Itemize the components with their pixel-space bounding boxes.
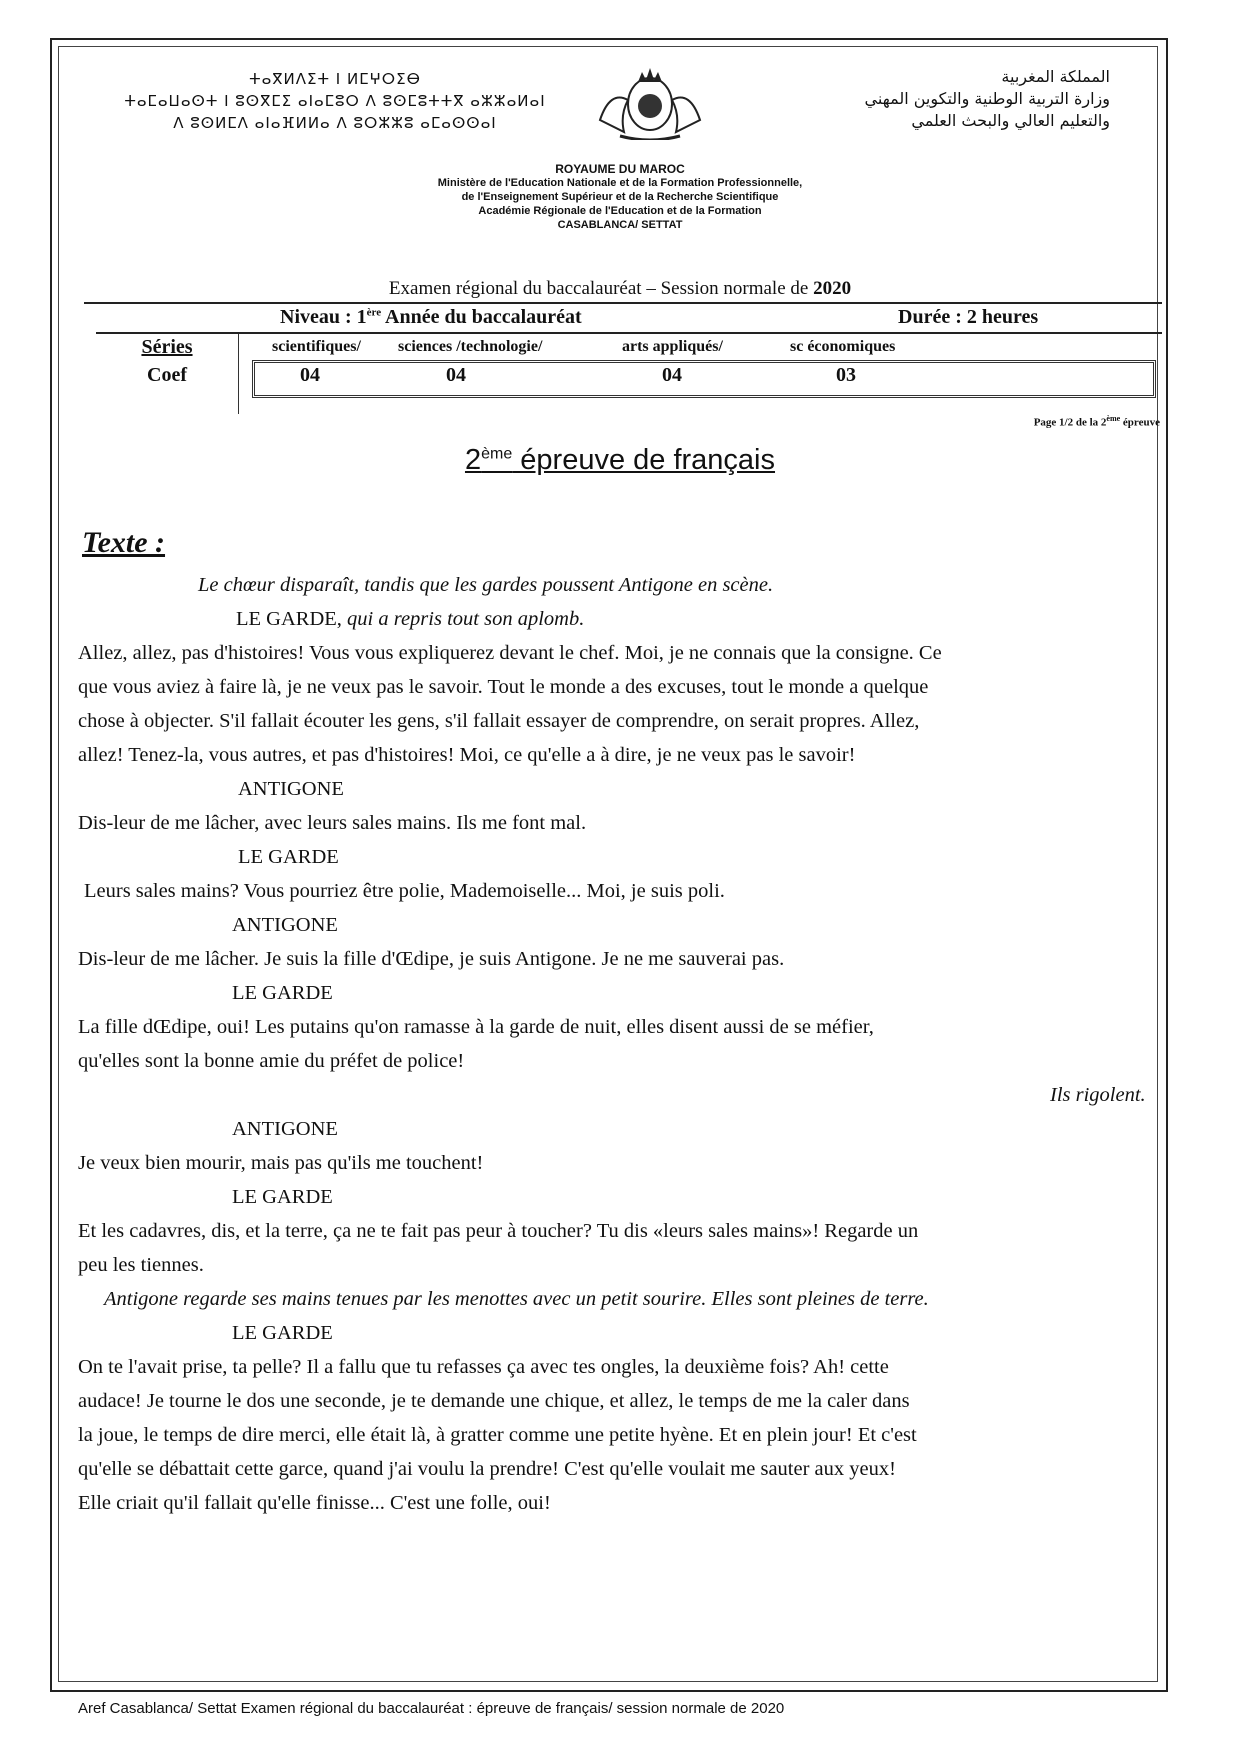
- niveau-label: [280, 306, 582, 329]
- speaker-name: LE GARDE: [232, 1186, 333, 1208]
- stage-direction: qui a repris tout son aplomb.: [347, 608, 585, 630]
- niveau-suffix: Année du baccalauréat: [381, 306, 582, 328]
- tifinagh-line: ⵜⴰⴳⵍⴷⵉⵜ ⵏ ⵍⵎⵖⵔⵉⴱ: [249, 70, 421, 88]
- title-rest: épreuve de français: [512, 444, 776, 476]
- texte-heading: Texte :: [82, 526, 166, 559]
- dialogue-line: audace! Je tourne le dos une seconde, je te demande une chique, et allez, le temps de me la caler dans: [78, 1390, 910, 1412]
- speaker-name: ANTIGONE: [232, 914, 338, 936]
- dialogue-line: qu'elle se débattait cette garce, quand j'ai voulu la prendre! C'est qu'elle voulait me sauter aux yeux!: [78, 1458, 896, 1480]
- ministry-header: [360, 162, 880, 232]
- speaker-name: LE GARDE: [238, 846, 339, 868]
- speaker-name: LE GARDE: [232, 1322, 333, 1344]
- tifinagh-line: ⴷ ⵓⵙⵍⵎⴷ ⴰⵏⴰⴼⵍⵍⴰ ⴷ ⵓⵔⵣⵣⵓ ⴰⵎⴰⵙⵙⴰⵏ: [173, 114, 497, 132]
- coef-value: 04: [662, 364, 682, 386]
- dialogue-line: Dis-leur de me lâcher. Je suis la fille d'Œdipe, je suis Antigone. Je ne me sauverai pas.: [78, 948, 785, 970]
- dialogue-line: allez! Tenez-la, vous autres, et pas d'histoires! Moi, ce qu'elle a à dire, je ne veux pas le savoir!: [78, 744, 856, 766]
- series-item: sc économiques: [790, 338, 896, 355]
- dialogue-line: chose à objecter. S'il fallait écouter les gens, s'il fallait essayer de comprendre, on serait propres. Allez,: [78, 710, 920, 732]
- arabic-line: والتعليم العالي والبحث العلمي: [911, 111, 1110, 130]
- series-item: scientifiques/: [272, 338, 361, 355]
- stage-direction: Le chœur disparaît, tandis que les gardes poussent Antigone en scène.: [198, 574, 774, 596]
- exam-year: 2020: [813, 278, 852, 299]
- exam-title-text: Examen régional du baccalauréat – Session normale de: [388, 278, 814, 299]
- coef-value: 04: [446, 364, 466, 386]
- coef-values-box: [252, 360, 1156, 398]
- ministry-line: Académie Régionale de l'Education et de la Formation: [478, 205, 762, 217]
- royaume-title: ROYAUME DU MAROC: [555, 162, 685, 176]
- page-note-suffix: épreuve: [1120, 416, 1160, 429]
- dialogue-line: la joue, le temps de dire merci, elle était là, à gratter comme une petite hyène. Et en plein jour! Et c'est: [78, 1424, 917, 1446]
- stage-direction: Ils rigolent.: [1050, 1084, 1146, 1106]
- title-sup: ème: [481, 445, 513, 463]
- page-note-sup: ème: [1106, 414, 1121, 423]
- dialogue-line: qu'elles sont la bonne amie du préfet de police!: [78, 1050, 465, 1072]
- dialogue-line: Leurs sales mains? Vous pourriez être polie, Mademoiselle... Moi, je suis poli.: [84, 880, 725, 902]
- title-number: 2: [464, 444, 482, 476]
- series-item: sciences /technologie/: [398, 338, 543, 355]
- speaker-line: [236, 602, 1242, 636]
- dialogue-line: Dis-leur de me lâcher, avec leurs sales mains. Ils me font mal.: [78, 812, 587, 834]
- ministry-line: CASABLANCA/ SETTAT: [557, 219, 683, 231]
- speaker-name: LE GARDE,: [236, 608, 348, 630]
- ministry-line: de l'Enseignement Supérieur et de la Recherche Scientifique: [461, 191, 779, 203]
- speaker-name: ANTIGONE: [238, 778, 344, 800]
- dialogue-line: La fille dŒdipe, oui! Les putains qu'on ramasse à la garde de nuit, elles disent aussi de se méfier,: [78, 1016, 874, 1038]
- niveau-prefix: Niveau : 1: [280, 306, 367, 328]
- duree-label: Durée : 2 heures: [898, 306, 1039, 328]
- page-footer: Aref Casablanca/ Settat Examen régional du baccalauréat : épreuve de français/ session normale de 2020: [78, 1700, 785, 1717]
- dialogue-line: Allez, allez, pas d'histoires! Vous vous expliquerez devant le chef. Moi, je ne connais que la consigne. Ce: [78, 642, 942, 664]
- arabic-header: [790, 66, 1110, 132]
- speaker-name: LE GARDE: [232, 982, 333, 1004]
- royal-emblem-icon: [590, 60, 710, 140]
- dialogue-line: Je veux bien mourir, mais pas qu'ils me touchent!: [78, 1152, 484, 1174]
- series-label: Séries: [141, 336, 193, 358]
- page-note-prefix: Page 1/2 de la 2: [1033, 416, 1107, 429]
- coef-label: Coef: [147, 364, 187, 386]
- dialogue-line: que vous aviez à faire là, je ne veux pas le savoir. Tout le monde a des excuses, tout le monde a quelque: [78, 676, 929, 698]
- page-indicator: [960, 414, 1160, 429]
- document-title: [380, 444, 860, 477]
- series-item: arts appliqués/: [622, 338, 723, 355]
- speaker-name: ANTIGONE: [232, 1118, 338, 1140]
- arabic-line: وزارة التربية الوطنية والتكوين المهني: [864, 89, 1110, 108]
- stage-direction: Antigone regarde ses mains tenues par les menottes avec un petit sourire. Elles sont pleines de terre.: [104, 1288, 929, 1310]
- niveau-sup: ère: [366, 306, 382, 319]
- dialogue-line: On te l'avait prise, ta pelle? Il a fallu que tu refasses ça avec tes ongles, la deuxième fois? Ah! cette: [78, 1356, 889, 1378]
- ministry-line: Ministère de l'Education Nationale et de la Formation Professionnelle,: [437, 177, 803, 189]
- dialogue-line: Elle criait qu'il fallait qu'elle finisse... C'est une folle, oui!: [78, 1492, 551, 1514]
- dialogue-line: Et les cadavres, dis, et la terre, ça ne te fait pas peur à toucher? Tu dis «leurs sales mains»! Regarde un: [78, 1220, 919, 1242]
- arabic-line: المملكة المغربية: [1001, 67, 1110, 86]
- coef-value: 03: [836, 364, 856, 386]
- coef-value: 04: [300, 364, 320, 386]
- tifinagh-header: [100, 68, 570, 134]
- exam-title: [260, 278, 980, 300]
- dialogue-line: peu les tiennes.: [78, 1254, 204, 1276]
- tifinagh-line: ⵜⴰⵎⴰⵡⴰⵙⵜ ⵏ ⵓⵙⴳⵎⵉ ⴰⵏⴰⵎⵓⵔ ⴷ ⵓⵙⵎⵓⵜⵜⴳ ⴰⵣⵣⴰⵍⴰⵏ: [124, 92, 546, 110]
